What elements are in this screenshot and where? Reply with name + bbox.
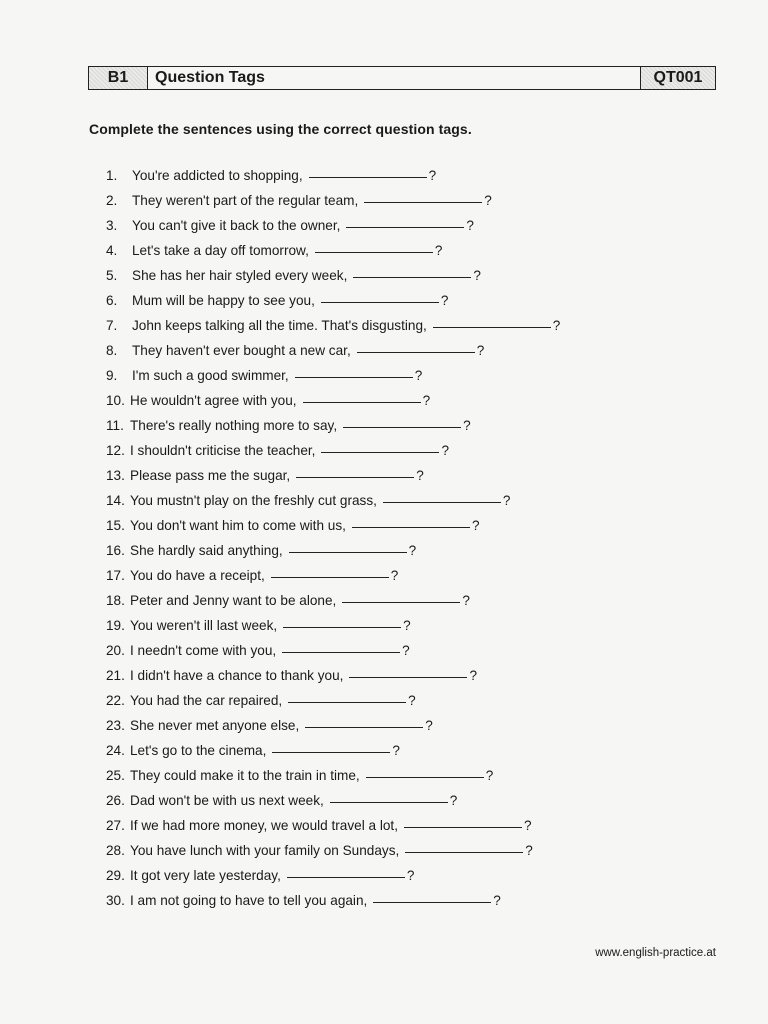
exercise-sentence: There's really nothing more to say, (130, 418, 338, 433)
exercise-item (106, 263, 560, 288)
exercise-number: 10. (106, 393, 125, 408)
exercise-number: 20. (106, 643, 125, 658)
answer-blank[interactable] (295, 363, 413, 378)
exercise-sentence: She has her hair styled every week, (132, 268, 348, 283)
exercise-number: 15. (106, 518, 125, 533)
exercise-item (106, 513, 560, 538)
question-mark: ? (484, 193, 492, 208)
question-mark: ? (422, 393, 431, 408)
exercise-sentence: Please pass me the sugar, (130, 468, 291, 483)
answer-blank[interactable] (289, 538, 407, 553)
exercise-number: 3. (106, 218, 118, 233)
question-mark: ? (434, 243, 443, 258)
exercise-sentence: I didn't have a chance to thank you, (130, 668, 344, 683)
exercise-number: 6. (106, 293, 118, 308)
answer-blank[interactable] (364, 188, 482, 203)
question-mark: ? (403, 618, 411, 633)
exercise-number: 9. (106, 368, 118, 383)
exercise-item (106, 488, 560, 513)
exercise-sentence: You can't give it back to the owner, (132, 218, 341, 233)
exercise-sentence: They weren't part of the regular team, (132, 193, 359, 208)
exercise-item (106, 438, 560, 463)
footer-url: www.english-practice.at (595, 947, 716, 959)
level-label: B1 (107, 69, 129, 86)
exercise-item (106, 413, 560, 438)
answer-blank[interactable] (282, 638, 400, 653)
question-mark: ? (469, 668, 478, 683)
exercise-sentence: Let's take a day off tomorrow, (132, 243, 309, 258)
exercise-sentence: You weren't ill last week, (130, 618, 278, 633)
exercise-number: 19. (106, 618, 125, 633)
exercise-sentence: You have lunch with your family on Sundays, (130, 843, 400, 858)
answer-blank[interactable] (288, 688, 406, 703)
worksheet-header (88, 66, 716, 90)
exercise-number: 8. (106, 343, 118, 358)
question-mark: ? (462, 593, 470, 608)
exercise-sentence: He wouldn't agree with you, (130, 393, 297, 408)
worksheet-title: Question Tags (155, 69, 265, 86)
exercise-number: 25. (106, 768, 125, 783)
instructions: Complete the sentences using the correct question tags. (89, 121, 472, 137)
exercise-list (106, 163, 560, 913)
answer-blank[interactable] (321, 288, 439, 303)
exercise-item (106, 763, 560, 788)
worksheet-code: QT001 (640, 67, 715, 89)
answer-blank[interactable] (305, 713, 423, 728)
exercise-number: 26. (106, 793, 125, 808)
exercise-item (106, 338, 560, 363)
exercise-item (106, 663, 560, 688)
exercise-item (106, 213, 560, 238)
exercise-sentence: I shouldn't criticise the teacher, (130, 443, 316, 458)
answer-blank[interactable] (283, 613, 401, 628)
answer-blank[interactable] (353, 263, 471, 278)
question-mark: ? (449, 793, 458, 808)
exercise-number: 7. (106, 318, 118, 333)
exercise-number: 28. (106, 843, 125, 858)
exercise-item (106, 463, 560, 488)
exercise-item (106, 613, 560, 638)
exercise-number: 14. (106, 493, 125, 508)
exercise-sentence: They haven't ever bought a new car, (132, 343, 351, 358)
answer-blank[interactable] (342, 588, 460, 603)
question-mark: ? (485, 768, 494, 783)
exercise-sentence: You don't want him to come with us, (130, 518, 346, 533)
answer-blank[interactable] (272, 738, 390, 753)
question-mark: ? (552, 318, 561, 333)
answer-blank[interactable] (343, 413, 461, 428)
exercise-item (106, 863, 560, 888)
exercise-sentence: If we had more money, we would travel a lot, (130, 818, 398, 833)
exercise-number: 12. (106, 443, 125, 458)
exercise-number: 21. (106, 668, 125, 683)
exercise-sentence: It got very late yesterday, (130, 868, 281, 883)
exercise-item (106, 538, 560, 563)
exercise-sentence: You mustn't play on the freshly cut grass, (130, 493, 377, 508)
exercise-sentence: She hardly said anything, (130, 543, 283, 558)
exercise-item (106, 288, 560, 313)
exercise-item (106, 788, 560, 813)
question-mark: ? (408, 693, 416, 708)
question-mark: ? (408, 543, 417, 558)
question-mark: ? (493, 893, 501, 908)
exercise-number: 5. (106, 268, 118, 283)
question-mark: ? (502, 493, 511, 508)
exercise-sentence: I am not going to have to tell you again, (130, 893, 368, 908)
answer-blank[interactable] (330, 788, 448, 803)
exercise-number: 23. (106, 718, 125, 733)
answer-blank[interactable] (383, 488, 501, 503)
exercise-number: 17. (106, 568, 125, 583)
exercise-item (106, 563, 560, 588)
answer-blank[interactable] (405, 838, 523, 853)
exercise-item (106, 888, 560, 913)
answer-blank[interactable] (349, 663, 467, 678)
exercise-item (106, 838, 560, 863)
exercise-number: 22. (106, 693, 125, 708)
question-mark: ? (428, 168, 437, 183)
exercise-sentence: She never met anyone else, (130, 718, 300, 733)
answer-blank[interactable] (373, 888, 491, 903)
question-mark: ? (525, 843, 533, 858)
exercise-item (106, 813, 560, 838)
question-mark: ? (390, 568, 399, 583)
exercise-item (106, 238, 560, 263)
question-mark: ? (425, 718, 433, 733)
exercise-number: 29. (106, 868, 125, 883)
question-mark: ? (414, 368, 423, 383)
exercise-item (106, 588, 560, 613)
exercise-number: 4. (106, 243, 118, 258)
exercise-sentence: John keeps talking all the time. That's disgusting, (132, 318, 427, 333)
exercise-number: 18. (106, 593, 125, 608)
exercise-item (106, 638, 560, 663)
question-mark: ? (441, 443, 450, 458)
exercise-number: 2. (106, 193, 118, 208)
exercise-number: 16. (106, 543, 125, 558)
exercise-number: 27. (106, 818, 125, 833)
exercise-item (106, 713, 560, 738)
exercise-item (106, 163, 560, 188)
exercise-sentence: You're addicted to shopping, (132, 168, 303, 183)
question-mark: ? (463, 418, 471, 433)
level-badge (89, 67, 148, 89)
exercise-sentence: I'm such a good swimmer, (132, 368, 289, 383)
question-mark: ? (466, 218, 474, 233)
question-mark: ? (406, 868, 415, 883)
exercise-sentence: Mum will be happy to see you, (132, 293, 315, 308)
exercise-sentence: I needn't come with you, (130, 643, 277, 658)
question-mark: ? (473, 268, 481, 283)
exercise-sentence: Peter and Jenny want to be alone, (130, 593, 337, 608)
exercise-sentence: You do have a receipt, (130, 568, 265, 583)
question-mark: ? (476, 343, 485, 358)
exercise-item (106, 688, 560, 713)
answer-blank[interactable] (352, 513, 470, 528)
answer-blank[interactable] (404, 813, 522, 828)
answer-blank[interactable] (287, 863, 405, 878)
answer-blank[interactable] (309, 163, 427, 178)
exercise-number: 24. (106, 743, 125, 758)
question-mark: ? (416, 468, 424, 483)
exercise-sentence: You had the car repaired, (130, 693, 283, 708)
question-mark: ? (471, 518, 480, 533)
answer-blank[interactable] (321, 438, 439, 453)
answer-blank[interactable] (433, 313, 551, 328)
exercise-item (106, 313, 560, 338)
answer-blank[interactable] (271, 563, 389, 578)
question-mark: ? (392, 743, 400, 758)
exercise-sentence: They could make it to the train in time, (130, 768, 360, 783)
answer-blank[interactable] (296, 463, 414, 478)
question-mark: ? (440, 293, 449, 308)
exercise-sentence: Let's go to the cinema, (130, 743, 267, 758)
question-mark: ? (402, 643, 410, 658)
exercise-item (106, 388, 560, 413)
answer-blank[interactable] (366, 763, 484, 778)
question-mark: ? (523, 818, 532, 833)
exercise-number: 30. (106, 893, 125, 908)
exercise-number: 11. (106, 418, 124, 433)
exercise-sentence: Dad won't be with us next week, (130, 793, 324, 808)
exercise-item (106, 738, 560, 763)
exercise-item (106, 188, 560, 213)
answer-blank[interactable] (357, 338, 475, 353)
exercise-number: 1. (106, 168, 118, 183)
exercise-number: 13. (106, 468, 125, 483)
answer-blank[interactable] (346, 213, 464, 228)
answer-blank[interactable] (303, 388, 421, 403)
exercise-item (106, 363, 560, 388)
answer-blank[interactable] (315, 238, 433, 253)
